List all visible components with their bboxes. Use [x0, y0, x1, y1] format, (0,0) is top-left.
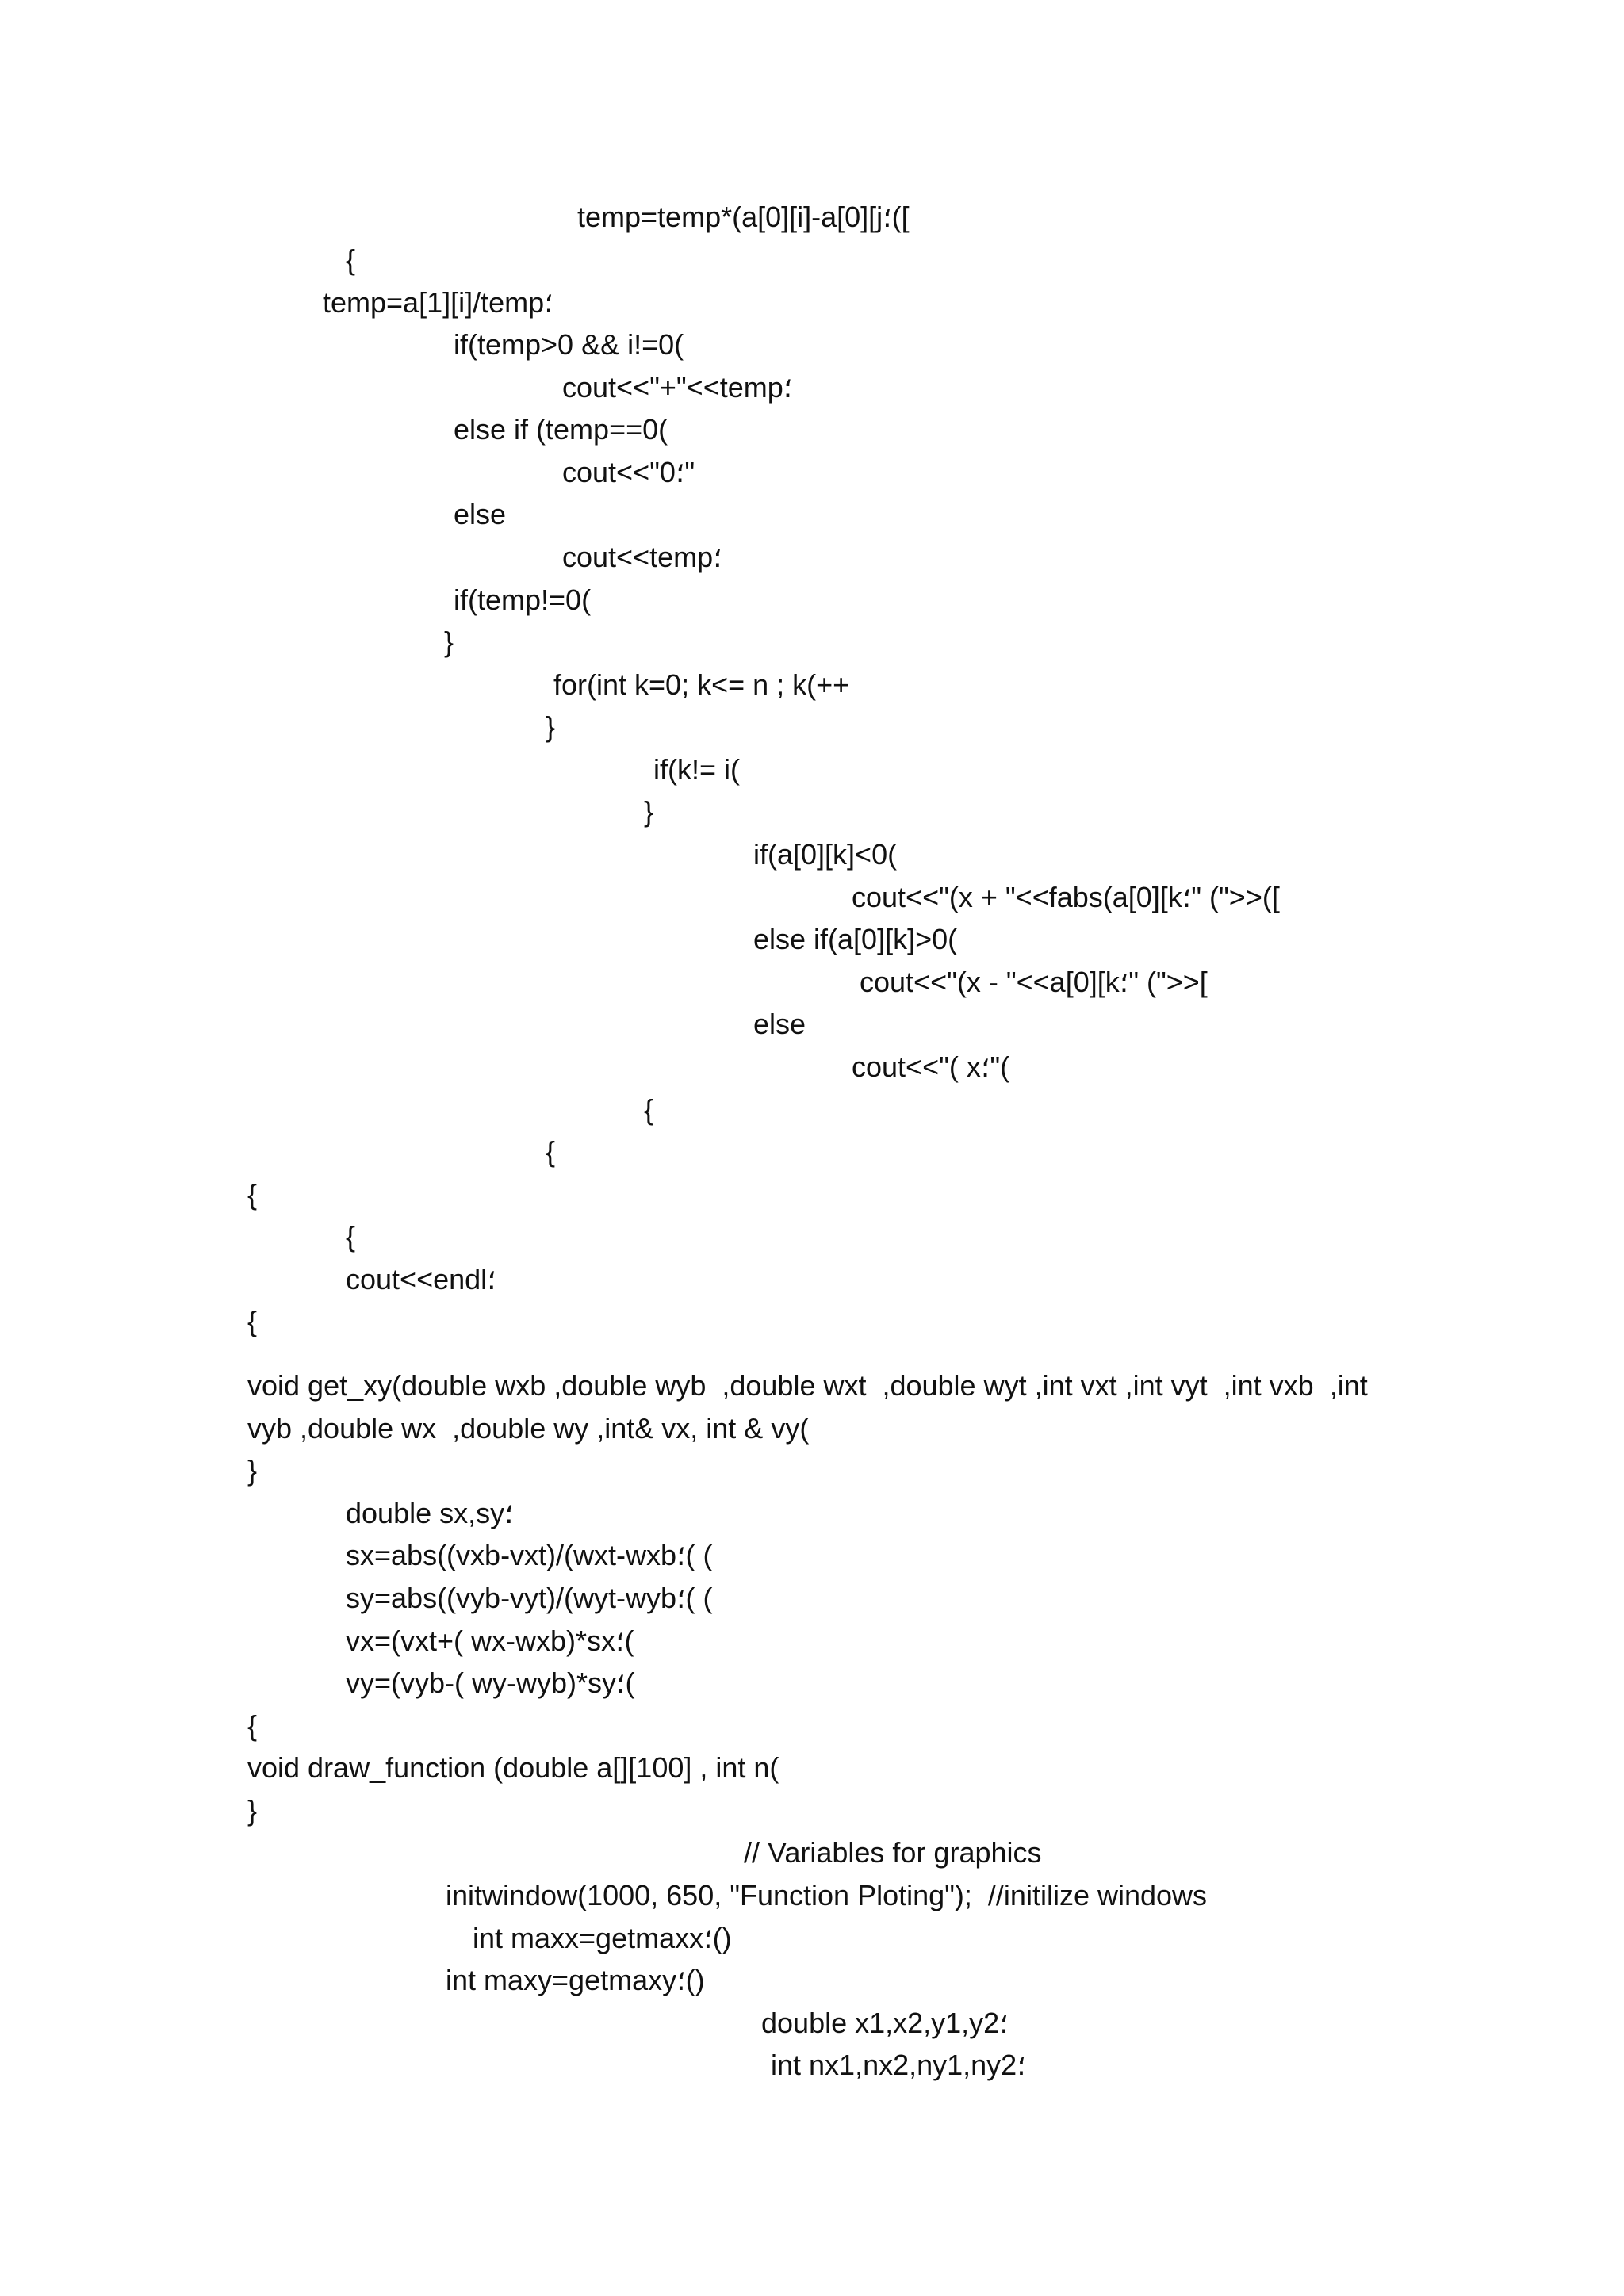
code-line: cout<<"+"<<temp؛: [562, 371, 793, 404]
code-line: }: [444, 626, 454, 658]
code-line: for(int k=0; k<= n ; k(++: [553, 668, 850, 701]
code-line: vy=(vyb-( wy-wyb)*sy؛(: [346, 1667, 635, 1699]
code-line: }: [644, 795, 654, 828]
code-line: {: [346, 243, 356, 276]
code-line: }: [247, 1454, 258, 1487]
code-line: if(k!= i(: [653, 753, 741, 786]
code-line: if(a[0][k]<0(: [753, 838, 898, 871]
code-line: }: [546, 710, 556, 743]
code-line: cout<<"(x - "<<a[0][k؛" (">>[: [860, 966, 1208, 998]
code-line: if(temp>0 && i!=0(: [454, 328, 684, 361]
code-line: int nx1,nx2,ny1,ny2؛: [771, 2049, 1026, 2081]
code-line: temp=a[1][i]/temp؛: [323, 286, 553, 319]
code-line: temp=temp*(a[0][i]-a[0][j؛([: [577, 201, 910, 233]
code-line: if(temp!=0(: [454, 584, 592, 616]
code-line: double x1,x2,y1,y2؛: [761, 2007, 1009, 2039]
code-line: else if(a[0][k]>0(: [753, 923, 958, 955]
code-line: void draw_function (double a[][100] , int n(: [247, 1751, 779, 1784]
code-line: {: [247, 1709, 258, 1742]
code-line: // Variables for graphics: [744, 1836, 1042, 1869]
code-line: initwindow(1000, 650, "Function Ploting"); //initilize windows: [446, 1879, 1208, 1911]
code-line: void get_xy(double wxb ,double wyb ,double wxt ,double wyt ,int vxt ,int vyt ,int vxb ,int: [247, 1369, 1368, 1402]
code-line: {: [346, 1220, 356, 1253]
code-line: cout<<"( x؛"(: [852, 1050, 1010, 1083]
code-line: vx=(vxt+( wx-wxb)*sx؛(: [346, 1624, 634, 1657]
code-line: int maxy=getmaxy؛(): [446, 1964, 705, 1996]
code-line: int maxx=getmaxx؛(): [473, 1922, 732, 1954]
code-line: {: [644, 1093, 654, 1126]
code-line: vyb ,double wx ,double wy ,int& vx, int & vy(: [247, 1412, 810, 1445]
code-line: double sx,sy؛: [346, 1497, 514, 1529]
code-line: cout<<temp؛: [562, 541, 722, 573]
code-line: else: [454, 498, 507, 530]
code-line: sx=abs((vxb-vxt)/(wxt-wxb؛( (: [346, 1539, 713, 1571]
code-line: cout<<"0؛": [562, 456, 695, 488]
code-line: else: [753, 1008, 806, 1040]
code-line: {: [247, 1305, 258, 1337]
code-line: cout<<endl؛: [346, 1263, 496, 1295]
code-line: }: [247, 1794, 258, 1827]
code-line: {: [247, 1178, 258, 1211]
code-line: cout<<"(x + "<<fabs(a[0][k؛" (">>([: [852, 881, 1280, 913]
code-line: {: [546, 1135, 556, 1168]
code-line: sy=abs((vyb-vyt)/(wyt-wyb؛( (: [346, 1582, 713, 1614]
code-line: else if (temp==0(: [454, 413, 668, 446]
